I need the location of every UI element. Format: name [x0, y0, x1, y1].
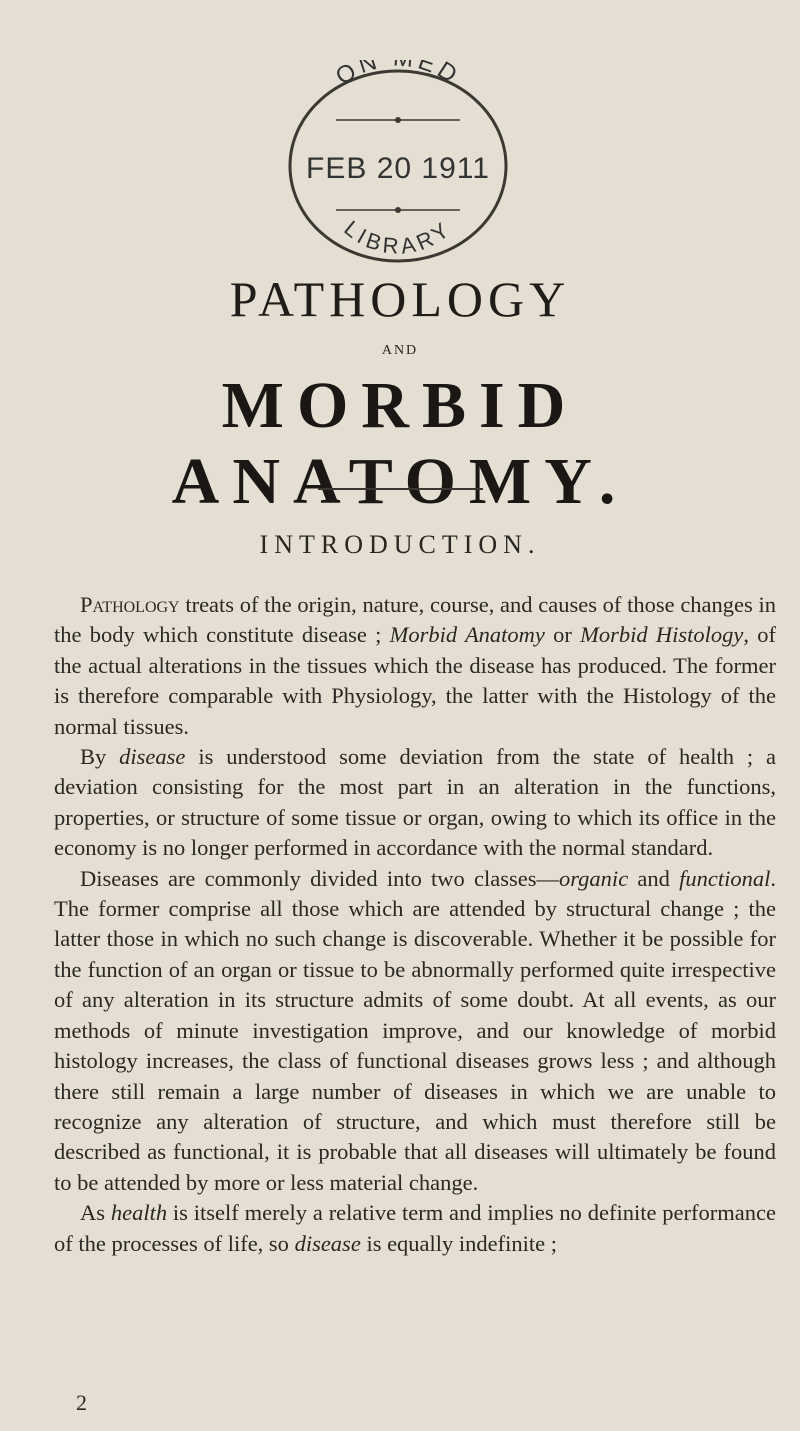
- library-stamp: [278, 60, 518, 270]
- stamp-bottom-text: LIBRARY: [339, 215, 457, 259]
- stamp-date: FEB 20 1911: [306, 152, 490, 185]
- text-run: is itself merely a relative term and implies no definite performance of the processes of life, so: [54, 1200, 776, 1256]
- text-run: Morbid Anatomy: [389, 622, 545, 648]
- paragraph: [54, 864, 776, 1198]
- text-run: disease: [294, 1230, 361, 1256]
- text-run: functional: [679, 865, 771, 891]
- text-run: Diseases are commonly divided into two classes—: [80, 865, 560, 891]
- text-run: disease: [119, 744, 186, 770]
- section-divider: [318, 488, 483, 490]
- text-run: treats of the origin, nature, course, and causes of those changes in the body which constitute disease ;: [54, 592, 776, 648]
- paragraph: [54, 742, 776, 864]
- title-main: PATHOLOGY: [229, 271, 571, 327]
- text-run: Morbid Histology: [580, 622, 744, 648]
- title-sub: MORBID ANATOMY.: [171, 369, 629, 518]
- section-heading: INTRODUCTION.: [259, 530, 541, 559]
- text-run: Pathology: [80, 592, 180, 617]
- stamp-top-text: ON ED: [330, 60, 466, 91]
- paragraph: [54, 1198, 776, 1259]
- title-conjunction: AND: [381, 343, 419, 358]
- text-run: As: [80, 1200, 111, 1226]
- text-run: , of the actual alterations in the tissues which the disease has produced. The former is therefore comparable with Physiology, the latter with the Histology of the normal tissues.: [54, 622, 776, 739]
- text-run: . The former comprise all those which are attended by structural change ; the latter those in which no such change is discoverable. Whether it be possible for the function of an organ or tissue to be abnormally performed quite irrespective of any alteration in its structure admits of some doubt. At all events, as our methods of minute investigation improve, and our knowledge of morbid histology increases, the class of functional diseases grows less ; and although there still remain a large number of diseases in which we are unable to recognize any alteration of structure, and which must therefore still be described as functional, it is probable that all diseases will ultimately be found to be attended by more or less material change.: [54, 865, 776, 1195]
- svg-text:ON MED: [331, 60, 465, 91]
- text-run: organic: [559, 865, 629, 891]
- page-number: 2: [76, 1390, 87, 1415]
- paragraph: [54, 590, 776, 742]
- text-run: and: [628, 865, 680, 891]
- text-run: is understood some deviation from the state of health ; a deviation consisting for the most part in an alteration in the functions, properties, or structure of some tissue or organ, owing to which its office in the economy is no longer performed in accordance with the normal standard.: [54, 744, 776, 861]
- body-text: [54, 590, 776, 1259]
- text-run: is equally indefinite ;: [360, 1230, 558, 1256]
- text-run: By: [80, 744, 120, 770]
- text-run: health: [110, 1200, 168, 1226]
- text-run: or: [544, 622, 581, 648]
